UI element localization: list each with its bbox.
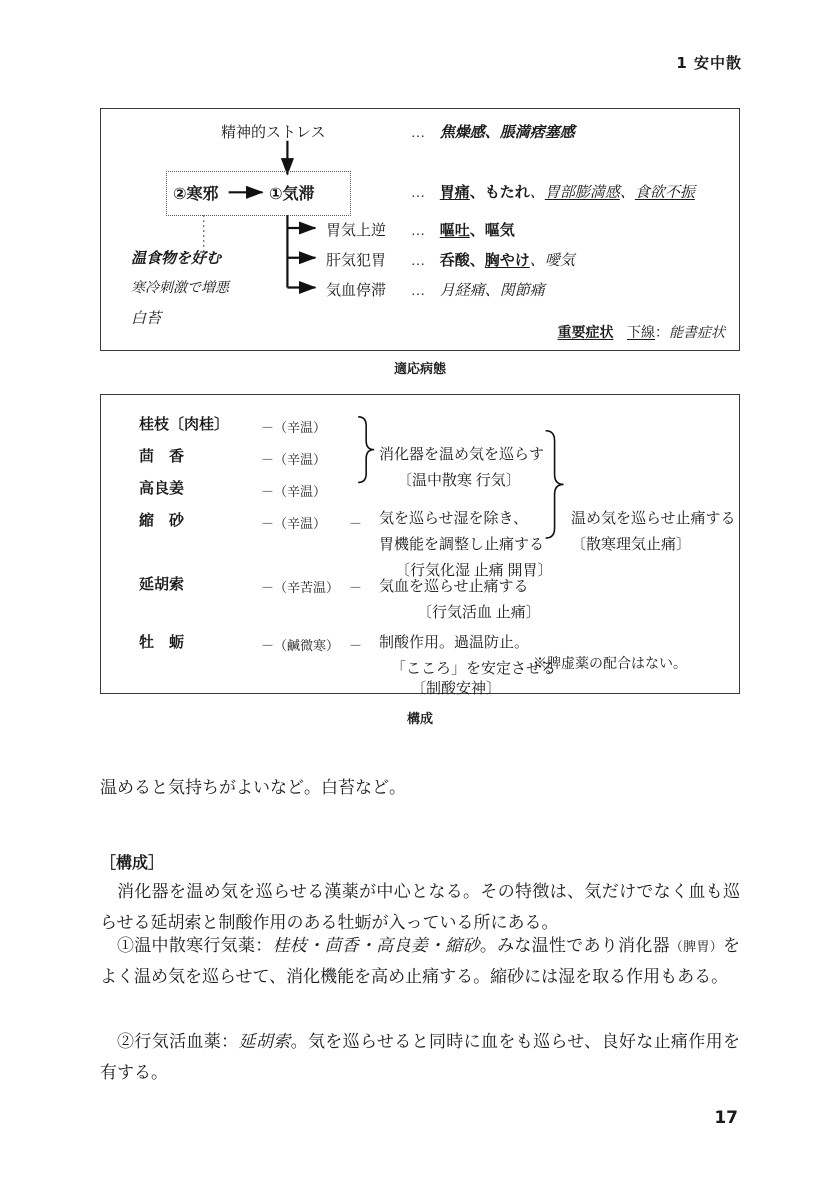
symptom-stress-text: 焦燥感、脹満痞塞感 [439,125,575,141]
node-cold-evil: ②寒邪 [173,184,219,203]
herb-nature: －（辛温） [261,452,327,467]
branch-label-kanki-hani: 肝気犯胃 [326,253,387,269]
effect-group1-term: 〔温中散寒 行気〕 [397,473,521,489]
symptom-sep: 、 [529,253,545,269]
right-summary-line1: 温め気を巡らせ止痛する [571,511,736,527]
running-head: 1 安中散 [676,54,742,72]
symptom-row-kanki-hani [411,249,575,270]
heading-kousei: ［構成］ [100,853,165,872]
note-prefers-warm-food: 温食物を好む [131,251,222,267]
para2-rest: をよく温め気を巡らせて、消化機能を高め止痛する。縮砂には湿を取る作用もある。 [100,936,741,987]
herb-nature: －（鹹微寒） [261,638,340,653]
symptom-row-qi-stagnation [411,181,695,202]
para3-herb-list: 延胡索 [238,1032,291,1051]
effect-shukusha-line1: 気を巡らせ湿を除き、 [379,511,528,527]
para3-prefix: ②行気活血薬： [117,1032,239,1051]
herb-dash: － [349,516,363,531]
herb-nature: －（辛温） [261,516,327,531]
ellipsis-icon: … [411,186,426,201]
para2-spleen-stomach: （脾胃） [669,939,724,954]
para2-mid: 。みな温性であり消化器 [479,936,670,955]
symptom-sep: 、 [469,251,485,269]
symptom-vomiting: 嘔吐 [439,221,470,239]
paragraph-lead: 温めると気持ちがよいなど。白苔など。 [100,778,406,797]
symptom-stomach-pain: 胃痛 [439,183,470,201]
figure-composition [100,394,740,697]
right-summary-term: 〔散寒理気止痛〕 [571,537,692,553]
symptom-sep: 、 [619,185,635,201]
herb-name: 牡 蛎 [139,633,185,651]
legend-underline-label: 下線 [627,326,655,341]
spleen-deficiency-note: ※脾虚薬の配合はない。 [533,657,687,672]
symptom-sep: 、 [469,221,485,239]
herb-dash: － [349,580,363,595]
symptom-sep: 、 [469,183,485,201]
herb-nature: －（辛苦温） [261,580,340,595]
herb-name: 高良姜 [139,479,185,497]
paragraph-blood-moving-herbs [100,1026,740,1089]
symptom-row-kiketsu-teitai [411,279,545,300]
figure1-legend [558,322,726,342]
node-qi-stagnation: ①気滞 [269,184,315,203]
effect-engosaku-line1: 気血を巡らせ止痛する [379,579,529,595]
symptom-sep: 、 [529,185,545,201]
branch-label-kiketsu-teitai: 気血停滞 [326,283,387,299]
page-number: 17 [714,1108,738,1128]
legend-package-insert-symptom: 能書症状 [669,326,725,341]
effect-group1-line1: 消化器を温め気を巡らす [379,447,545,463]
herb-name: 茴 香 [139,447,185,465]
note-cold-aggravates: 寒冷刺激で増悪 [131,281,229,296]
figure1-caption: 適応病態 [393,362,446,377]
effect-shukusha-line2: 胃機能を調整し止痛する [379,537,545,553]
herb-dash: － [349,638,363,653]
effect-engosaku-term: 〔行気活血 止痛〕 [417,605,541,621]
symptom-heartburn: 胸やけ [484,251,530,269]
ellipsis-icon: … [411,254,426,269]
herb-name: 桂枝〔肉桂〕 [139,415,230,433]
figure-adaptive-pathology [100,108,740,351]
paragraph-warming-qi-herbs [100,930,740,993]
herb-name: 縮 砂 [139,511,185,529]
figure2-caption: 構成 [406,712,433,727]
symptom-heaviness: もたれ [484,183,530,201]
paragraph-composition-overview: 消化器を温め気を巡らせる漢薬が中心となる。その特徴は、気だけでなく血も巡らせる延胡索と制酸作用のある牡蛎が入っている所にある。 [100,882,740,933]
ellipsis-icon: … [411,284,426,299]
para2-prefix: ①温中散寒行気薬： [117,936,273,955]
ellipsis-icon: … [411,224,426,239]
ellipsis-icon: … [411,126,426,141]
para3-rest: 。気を巡らせると同時に血をも巡らせ、良好な止痛作用を有する。 [100,1032,741,1083]
symptom-acid-regurgitation: 呑酸 [439,251,470,269]
symptom-row-iki-jogyaku [411,219,515,240]
note-white-tongue-coat: 白苔 [131,311,162,327]
branch-label-iki-jogyaku: 胃気上逆 [326,223,387,239]
effect-shukusha-term: 〔行気化湿 止痛 開胃〕 [395,563,553,579]
symptom-epigastric-fullness: 胃部膨満感 [544,185,620,201]
legend-important-symptom: 重要症状 [557,325,614,341]
legend-colon: ： [655,326,669,341]
symptom-belching: 噯気 [544,253,575,269]
symptom-nausea: 嘔気 [484,221,515,239]
symptom-menstrual-joint-pain: 月経痛、関節痛 [439,283,545,299]
effect-bore-term: 〔制酸安神〕 [411,681,502,697]
effect-bore-line1: 制酸作用。過温防止。 [379,635,530,651]
symptom-row-stress [411,121,575,142]
herb-name: 延胡索 [139,575,185,593]
effect-bore-line2: 「こころ」を安定させる [391,661,557,677]
para2-herb-list: 桂枝・茴香・高良姜・縮砂 [272,936,480,955]
stress-label: 精神的ストレス [221,125,326,141]
herb-nature: －（辛温） [261,484,327,499]
symptom-appetite-loss: 食欲不振 [634,185,695,201]
herb-nature: －（辛温） [261,420,327,435]
